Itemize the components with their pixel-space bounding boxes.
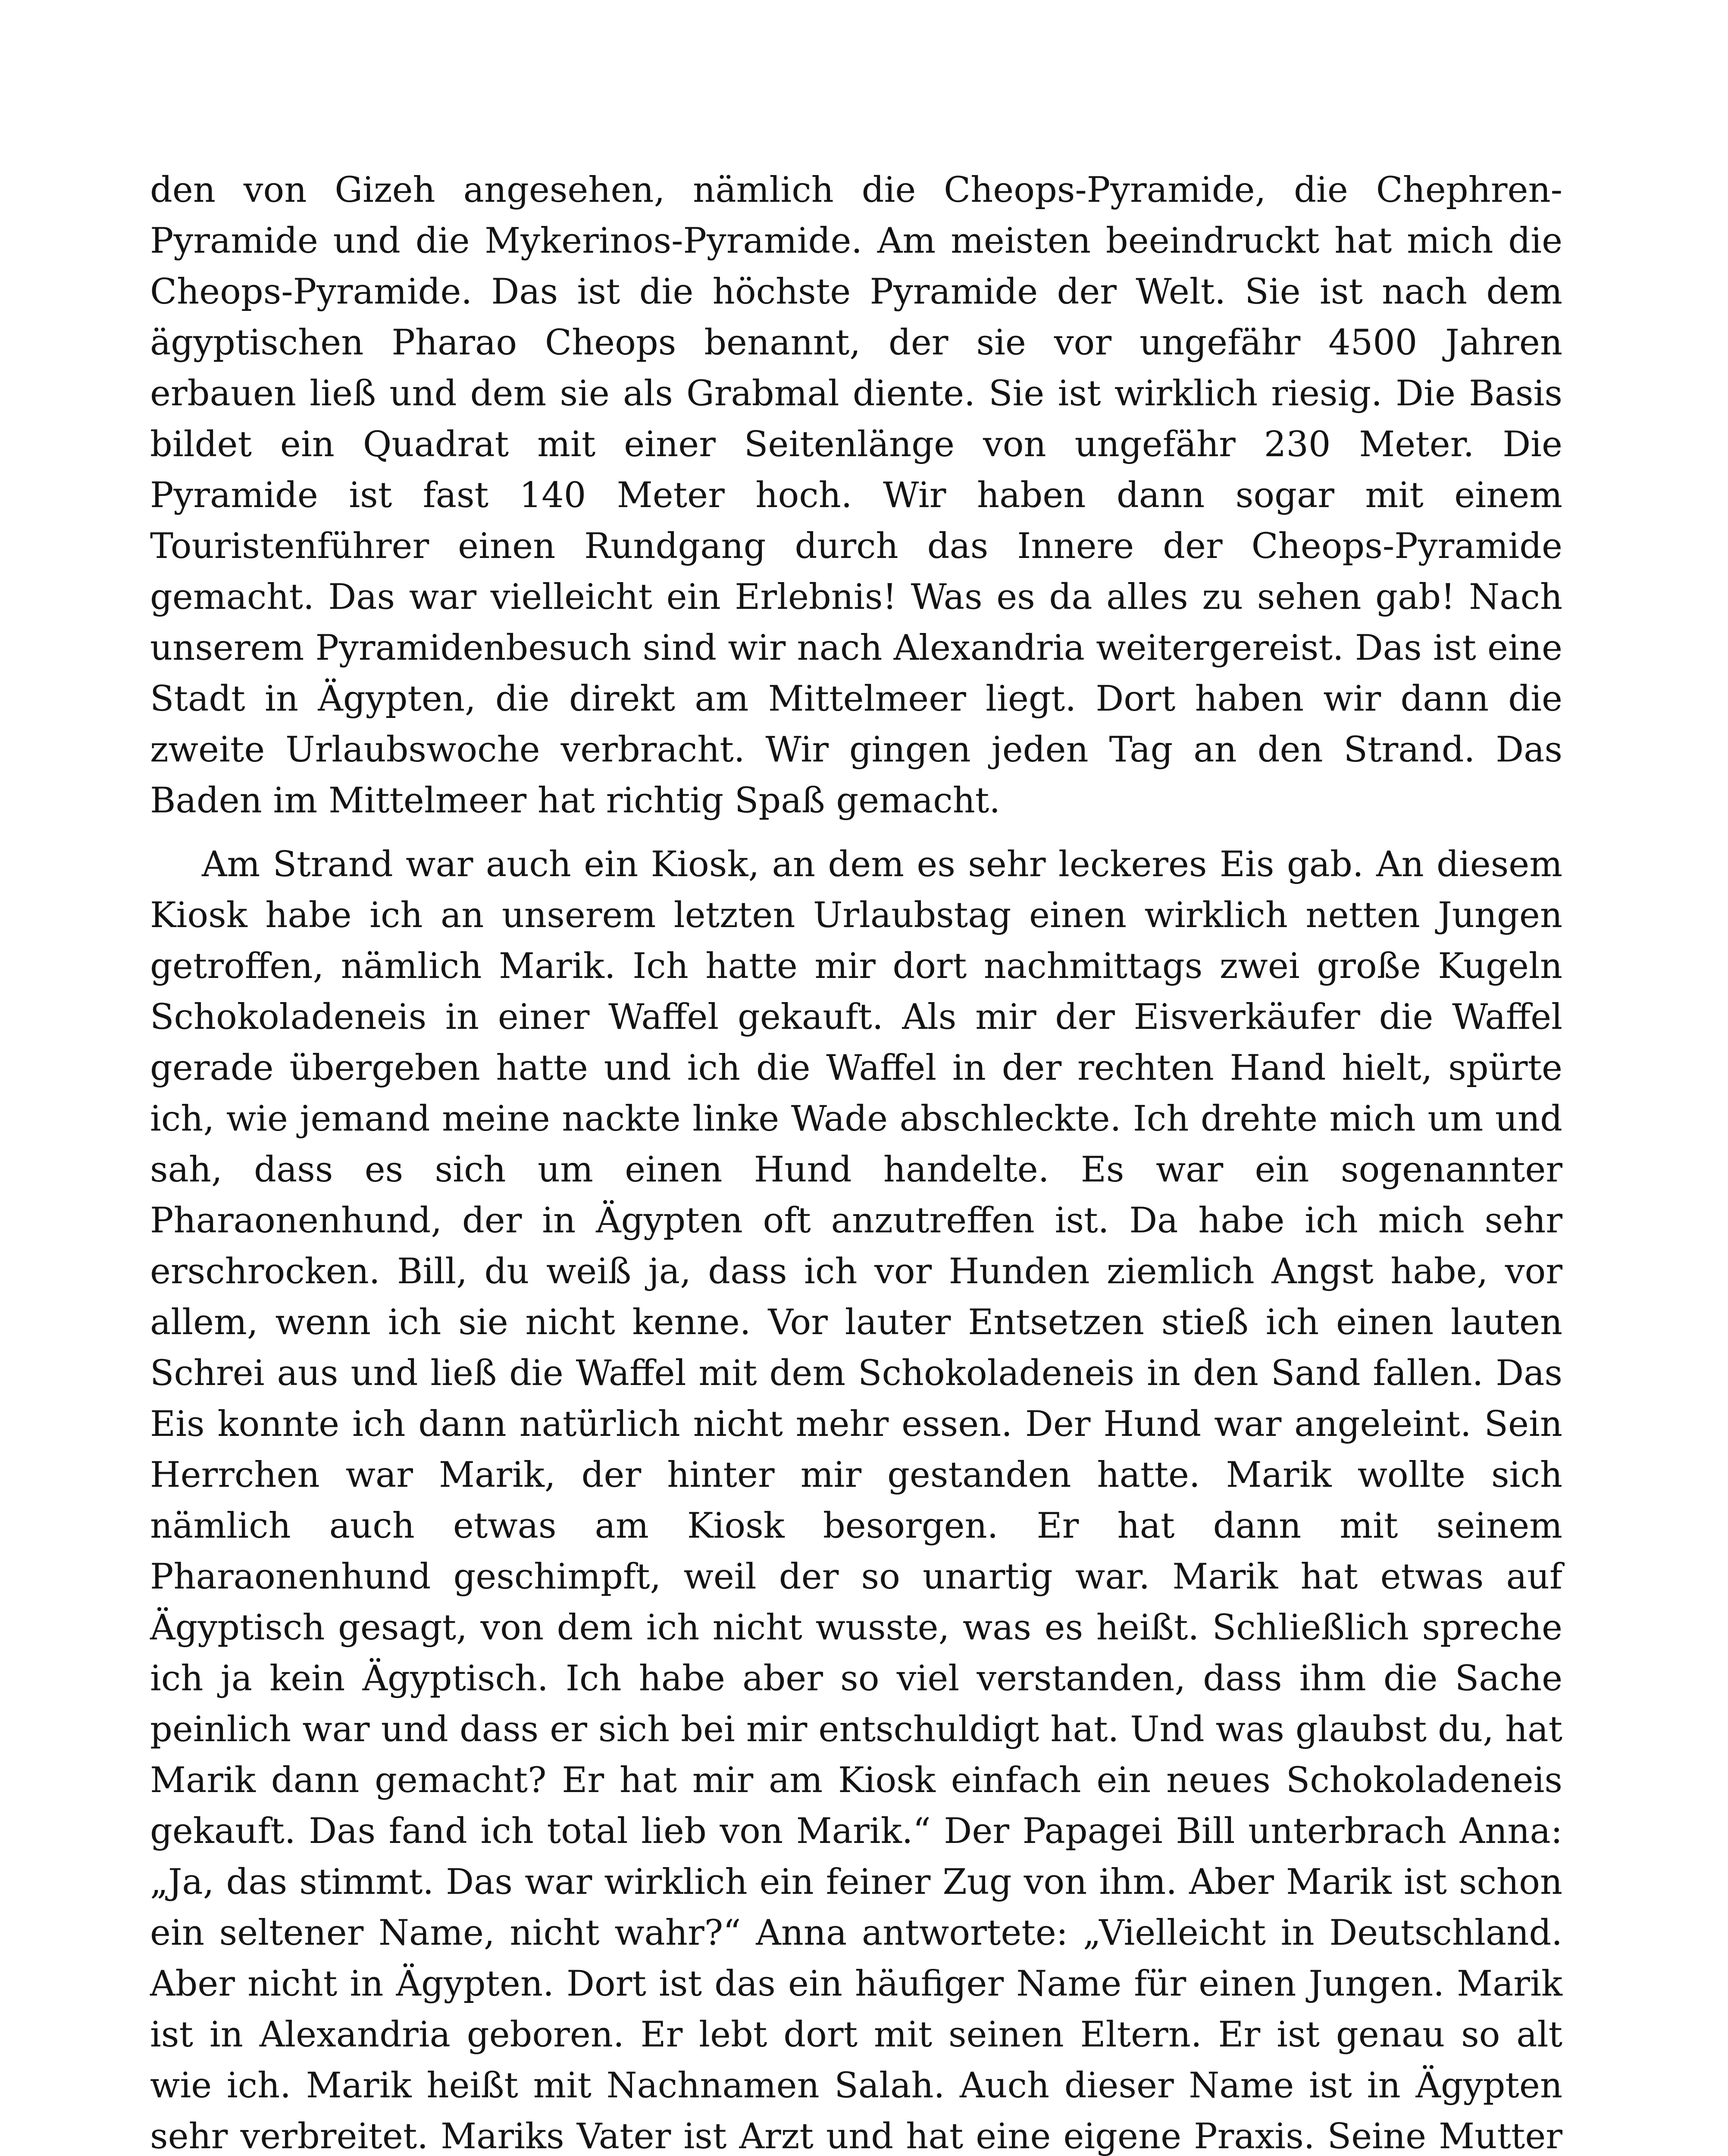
body-text	[150, 165, 1562, 2156]
paragraph-2: Am Strand war auch ein Kiosk, an dem es sehr leckeres Eis gab. An diesem Kiosk habe ich an unserem letzten Urlaubstag einen wirklich netten Jungen getroffen, nämlich Marik. Ich hatte mir dort nachmittags zwei große Kugeln Schokoladeneis in einer Waffel gekauft. Als mir der Eisverkäufer die Waffel gerade übergeben hatte und ich die Waffel in der rechten Hand hielt, spürte ich, wie jemand meine nackte linke Wade abschleckte. Ich drehte mich um und sah, dass es sich um einen Hund handelte. Es war ein sogenannter Pharaonenhund, der in Ägypten oft anzutreffen ist. Da habe ich mich sehr erschrocken. Bill, du weiß ja, dass ich vor Hunden ziemlich Angst habe, vor allem, wenn ich sie nicht kenne. Vor lauter Entsetzen stieß ich einen lauten Schrei aus und ließ die Waffel mit dem Schokoladeneis in den Sand fallen. Das Eis konnte ich dann natürlich nicht mehr essen. Der Hund war angeleint. Sein Herrchen war Marik, der hinter mir gestanden hatte. Marik wollte sich nämlich auch etwas am Kiosk besorgen. Er hat dann mit seinem Pharaonenhund geschimpft, weil der so unartig war. Marik hat etwas auf Ägyptisch gesagt, von dem ich nicht wusste, was es heißt. Schließlich spreche ich ja kein Ägyptisch. Ich habe aber so viel verstanden, dass ihm die Sache peinlich war und dass er sich bei mir entschuldigt hat. Und was glaubst du, hat Marik dann gemacht? Er hat mir am Kiosk einfach ein neues Schokoladeneis gekauft. Das fand ich total lieb von Marik.“ Der Papagei Bill unterbrach Anna: „Ja, das stimmt. Das war wirklich ein feiner Zug von ihm. Aber Marik ist schon ein seltener Name, nicht wahr?“ Anna antwortete: „Vielleicht in Deutschland. Aber nicht in Ägypten. Dort ist das ein häufiger Name für einen Jungen. Marik ist in Alexandria geboren. Er lebt dort mit seinen Eltern. Er ist genau so alt wie ich. Marik heißt mit Nachnamen Salah. Auch dieser Name ist in Ägypten sehr verbreitet. Mariks Vater ist Arzt und hat eine eigene Praxis. Seine Mutter	[150, 844, 1562, 2156]
paragraph-1: den von Gizeh angesehen, nämlich die Cheops-Pyramide, die Chephren-Pyramide und die Mykerinos-Pyramide. Am meisten beeindruckt hat mich die Cheops-Pyramide. Das ist die höchste Pyramide der Welt. Sie ist nach dem ägyptischen Pharao Cheops benannt, der sie vor ungefähr 4500 Jahren erbauen ließ und dem sie als Grabmal diente. Sie ist wirklich riesig. Die Basis bildet ein Quadrat mit einer Seitenlänge von ungefähr 230 Meter. Die Pyramide ist fast 140 Meter hoch. Wir haben dann sogar mit einem Touristenführer einen Rundgang durch das Innere der Cheops-Pyramide gemacht. Das war vielleicht ein Erlebnis! Was es da alles zu sehen gab! Nach unserem Pyramidenbesuch sind wir nach Alexandria weitergereist. Das ist eine Stadt in Ägypten, die direkt am Mittelmeer liegt. Dort haben wir dann die zweite Urlaubswoche verbracht. Wir gingen jeden Tag an den Strand. Das Baden im Mittelmeer hat richtig Spaß gemacht.	[150, 170, 1562, 821]
